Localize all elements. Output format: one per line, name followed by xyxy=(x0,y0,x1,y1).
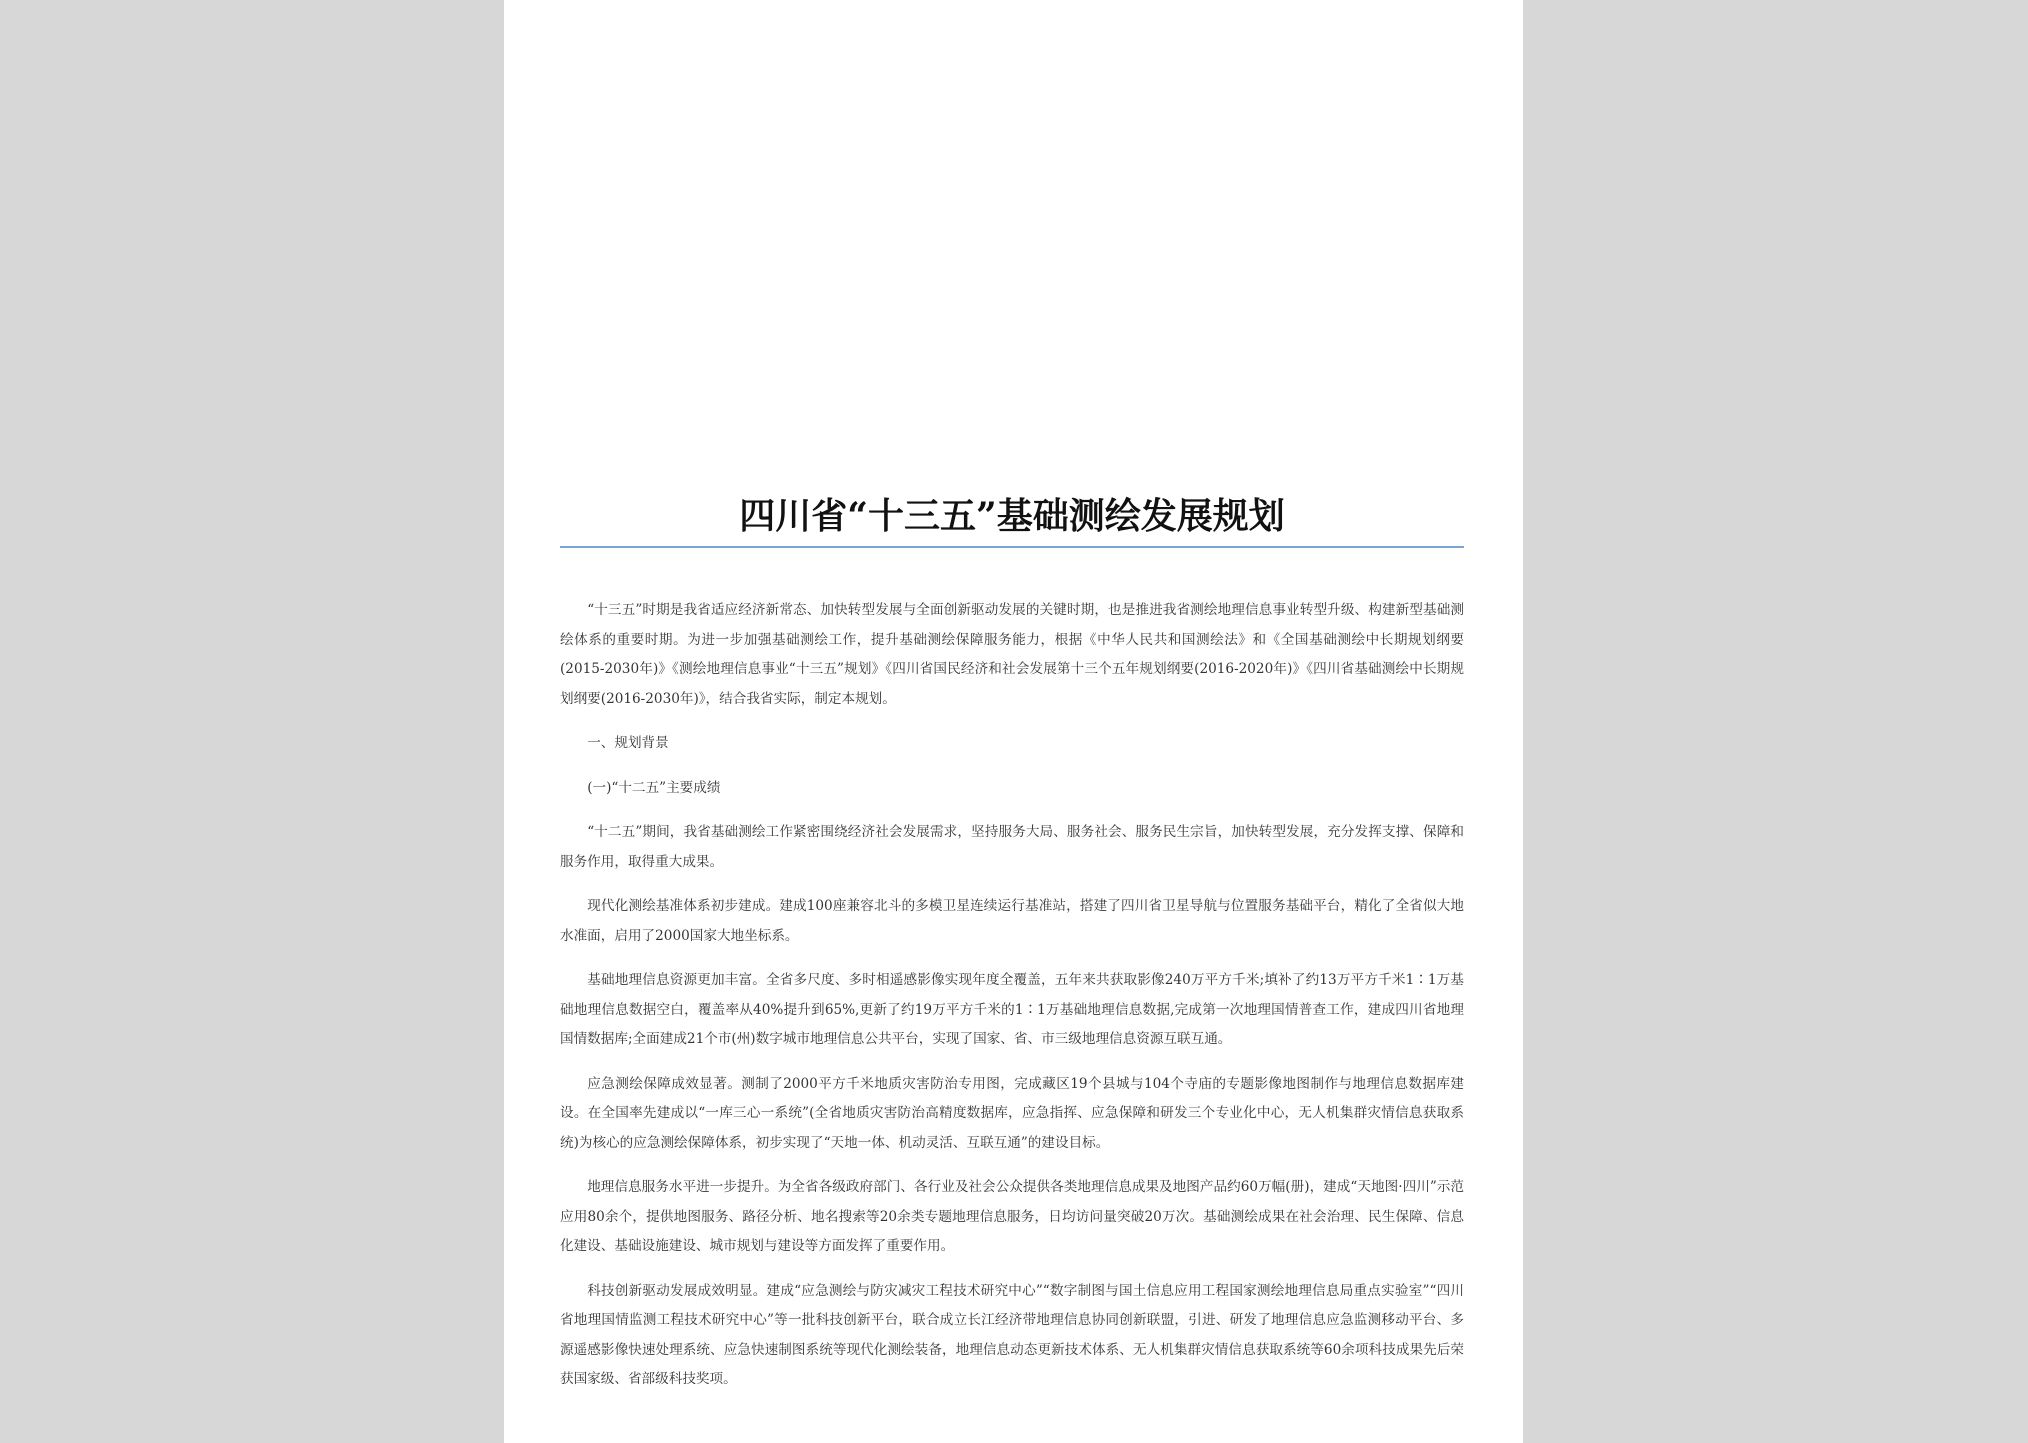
body-paragraph: 基础地理信息资源更加丰富。全省多尺度、多时相遥感影像实现年度全覆盖，五年来共获取影像240万平方千米;填补了约13万平方千米1∶1万基础地理信息数据空白，覆盖率从40%提升到65%,更新了约19万平方千米的1∶1万基础地理信息数据,完成第一次地理国情普查工作，建成四川省地理国情数据库;全面建成21个市(州)数字城市地理信息公共平台，实现了国家、省、市三级地理信息资源互联互通。 xyxy=(560,972,1464,1047)
document-page xyxy=(504,0,1523,1443)
body-paragraph: 地理信息服务水平进一步提升。为全省各级政府部门、各行业及社会公众提供各类地理信息成果及地图产品约60万幅(册)，建成“天地图·四川”示范应用80余个，提供地图服务、路径分析、地名搜索等20余类专题地理信息服务，日均访问量突破20万次。基础测绘成果在社会治理、民生保障、信息化建设、基础设施建设、城市规划与建设等方面发挥了重要作用。 xyxy=(560,1179,1464,1254)
document-body xyxy=(560,596,1464,1410)
title-underline xyxy=(560,546,1464,548)
subsection-heading: (一)“十二五”主要成绩 xyxy=(587,779,721,796)
body-paragraph: “十二五”期间，我省基础测绘工作紧密围绕经济社会发展需求，坚持服务大局、服务社会、服务民生宗旨，加快转型发展，充分发挥支撑、保障和服务作用，取得重大成果。 xyxy=(560,824,1464,870)
document-title: 四川省“十三五”基础测绘发展规划 xyxy=(739,495,1285,537)
section-heading: 一、规划背景 xyxy=(587,735,669,751)
body-paragraph: 现代化测绘基准体系初步建成。建成100座兼容北斗的多模卫星连续运行基准站，搭建了四川省卫星导航与位置服务基础平台，精化了全省似大地水准面，启用了2000国家大地坐标系。 xyxy=(560,898,1464,944)
intro-paragraph: “十三五”时期是我省适应经济新常态、加快转型发展与全面创新驱动发展的关键时期，也是推进我省测绘地理信息事业转型升级、构建新型基础测绘体系的重要时期。为进一步加强基础测绘工作，提升基础测绘保障服务能力，根据《中华人民共和国测绘法》和《全国基础测绘中长期规划纲要(2015-2030年)》《测绘地理信息事业“十三五”规划》《四川省国民经济和社会发展第十三个五年规划纲要(2016-2020年)》《四川省基础测绘中长期规划纲要(2016-2030年)》，结合我省实际，制定本规划。 xyxy=(560,602,1464,707)
body-paragraph: 科技创新驱动发展成效明显。建成“应急测绘与防灾减灾工程技术研究中心”“数字制图与国土信息应用工程国家测绘地理信息局重点实验室”“四川省地理国情监测工程技术研究中心”等一批科技创新平台，联合成立长江经济带地理信息协同创新联盟，引进、研发了地理信息应急监测移动平台、多源遥感影像快速处理系统、应急快速制图系统等现代化测绘装备，地理信息动态更新技术体系、无人机集群灾情信息获取系统等60余项科技成果先后荣获国家级、省部级科技奖项。 xyxy=(560,1282,1464,1387)
body-paragraph: 应急测绘保障成效显著。测制了2000平方千米地质灾害防治专用图，完成藏区19个县城与104个寺庙的专题影像地图制作与地理信息数据库建设。在全国率先建成以“一库三心一系统”(全省地质灾害防治高精度数据库，应急指挥、应急保障和研发三个专业化中心，无人机集群灾情信息获取系统)为核心的应急测绘保障体系，初步实现了“天地一体、机动灵活、互联互通”的建设目标。 xyxy=(560,1075,1464,1151)
